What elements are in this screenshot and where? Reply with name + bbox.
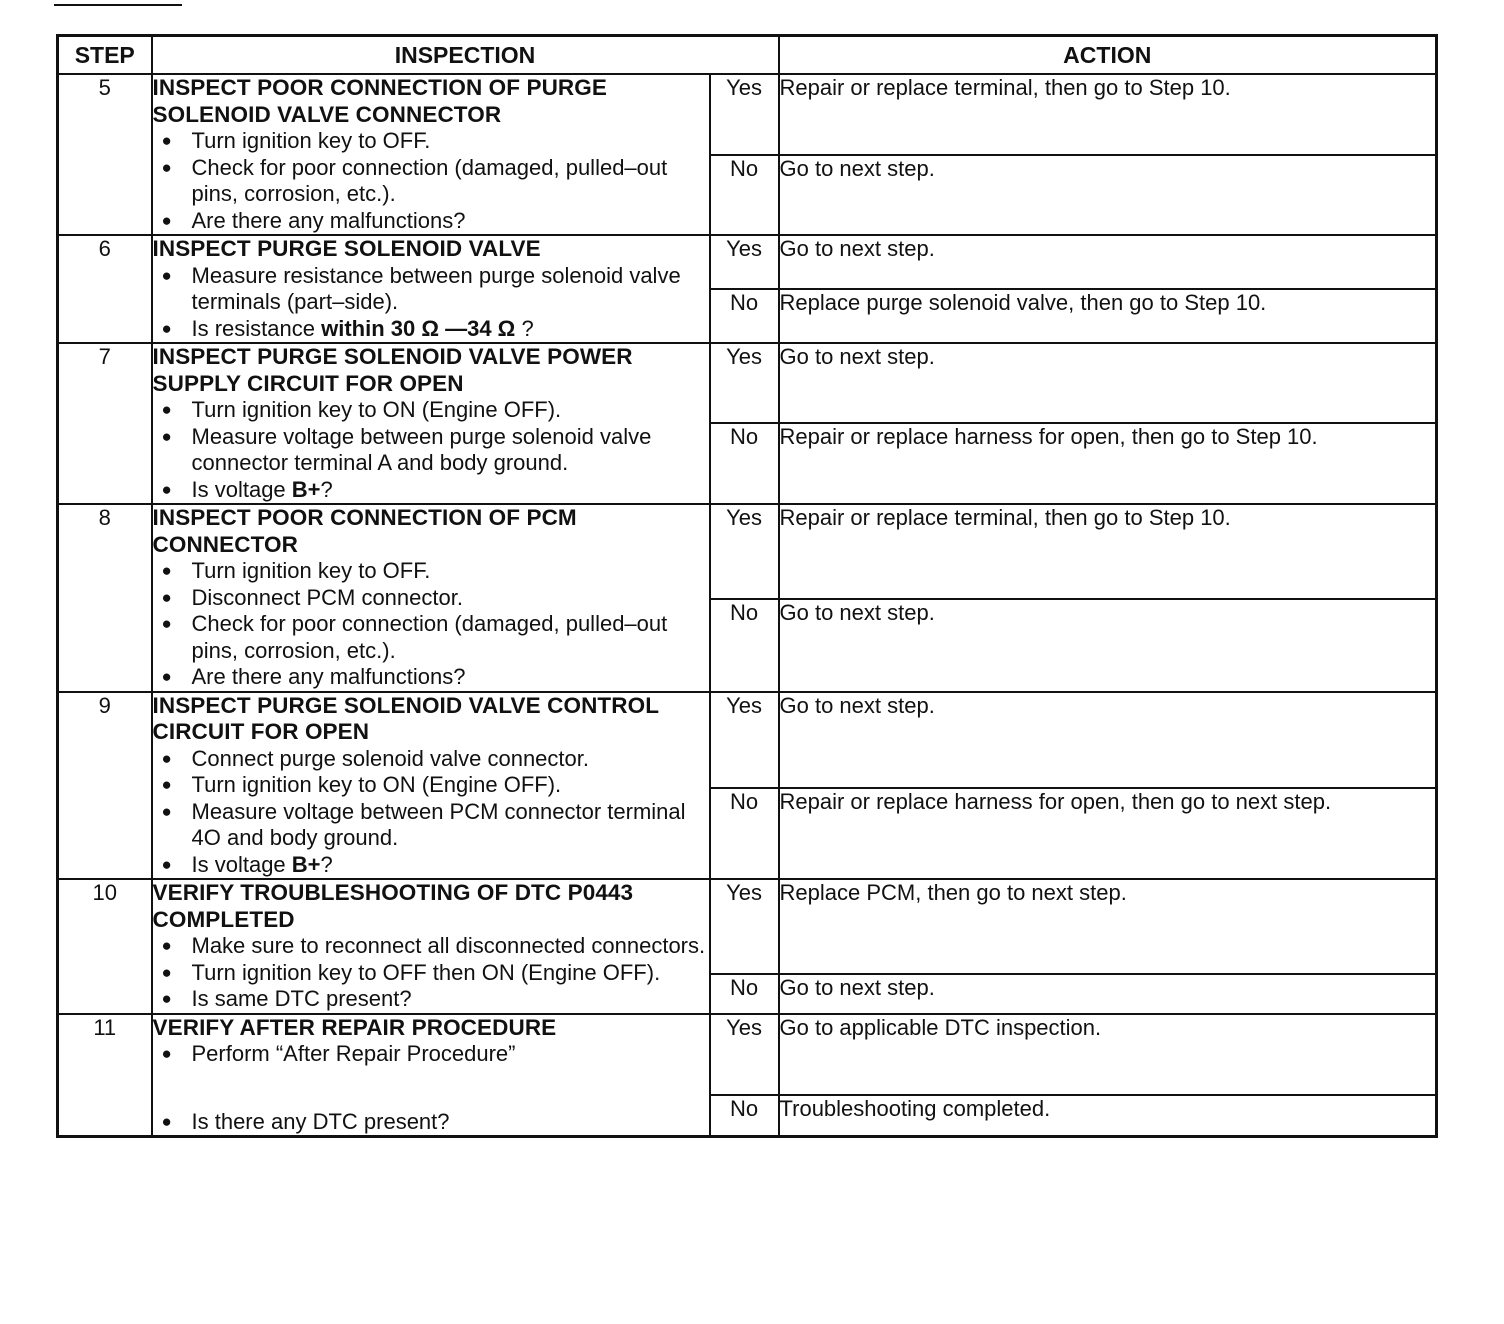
step-number: 9 [58, 692, 152, 880]
bullet-item: ● Perform “After Repair Procedure” [153, 1041, 709, 1068]
no-action: Go to next step. [779, 974, 1437, 1014]
header-action: ACTION [779, 36, 1437, 75]
table-row [58, 74, 1437, 155]
inspection-cell [152, 235, 710, 343]
bullet-item: ● Check for poor connection (damaged, pulled–out pins, corrosion, etc.). [153, 611, 709, 664]
yes-label: Yes [710, 235, 779, 289]
no-action: Repair or replace harness for open, then go to next step. [779, 788, 1437, 880]
no-action: Go to next step. [779, 155, 1437, 235]
bullet-item: ● Measure voltage between PCM connector terminal 4O and body ground. [153, 799, 709, 852]
bullet-item: ● Measure resistance between purge solenoid valve terminals (part–side). [153, 263, 709, 316]
no-label: No [710, 974, 779, 1014]
inspection-cell [152, 343, 710, 504]
yes-action: Go to next step. [779, 343, 1437, 423]
yes-label: Yes [710, 879, 779, 974]
step-number: 6 [58, 235, 152, 343]
no-label: No [710, 1095, 779, 1137]
bullet-emphasis: B+ [291, 851, 321, 877]
top-rule [54, 4, 182, 6]
bullet-item: ● Turn ignition key to ON (Engine OFF). [153, 772, 709, 799]
inspection-cell [152, 879, 710, 1014]
no-action: Repair or replace harness for open, then go to Step 10. [779, 423, 1437, 504]
step-number: 5 [58, 74, 152, 235]
no-label: No [710, 788, 779, 880]
yes-action: Repair or replace terminal, then go to Step 10. [779, 74, 1437, 155]
table-row [58, 692, 1437, 788]
bullet-tail: ? [515, 315, 534, 341]
step-number: 11 [58, 1014, 152, 1137]
bullet-item: ● Is same DTC present? [153, 986, 709, 1013]
header-inspection: INSPECTION [152, 36, 779, 75]
no-action: Replace purge solenoid valve, then go to Step 10. [779, 289, 1437, 343]
bullet-tail: ? [320, 476, 333, 502]
yes-action: Repair or replace terminal, then go to Step 10. [779, 504, 1437, 599]
header-step: STEP [58, 36, 152, 75]
step-number: 8 [58, 504, 152, 692]
yes-label: Yes [710, 1014, 779, 1095]
table-row [58, 504, 1437, 599]
bullet-item: ● Disconnect PCM connector. [153, 585, 709, 612]
table-row [58, 235, 1437, 289]
inspection-title: INSPECT PURGE SOLENOID VALVE [152, 236, 541, 261]
yes-action: Go to next step. [779, 235, 1437, 289]
bullet-item [153, 852, 709, 879]
no-label: No [710, 289, 779, 343]
yes-label: Yes [710, 74, 779, 155]
bullet-item [153, 316, 709, 343]
inspection-title: VERIFY AFTER REPAIR PROCEDURE [152, 1014, 557, 1040]
bullet-tail: ? [320, 851, 333, 877]
inspection-title: VERIFY TROUBLESHOOTING OF DTC P0443 COMPLETED [152, 880, 634, 932]
bullet-item: ● Are there any malfunctions? [153, 664, 709, 691]
troubleshooting-table [56, 34, 1438, 1138]
bullet-item: ● Turn ignition key to ON (Engine OFF). [153, 397, 709, 424]
yes-action: Go to applicable DTC inspection. [779, 1014, 1437, 1095]
inspection-cell [152, 74, 710, 235]
no-label: No [710, 599, 779, 692]
no-action: Go to next step. [779, 599, 1437, 692]
bullet-item: ● Turn ignition key to OFF. [153, 128, 709, 155]
bullet-emphasis: within 30 Ω —34 Ω [321, 315, 516, 341]
bullet-text: Is voltage [191, 851, 292, 877]
yes-label: Yes [710, 504, 779, 599]
inspection-title: INSPECT POOR CONNECTION OF PCM CONNECTOR [152, 505, 577, 557]
inspection-cell [152, 504, 710, 692]
bullet-item: ● Check for poor connection (damaged, pulled–out pins, corrosion, etc.). [153, 155, 709, 208]
bullet-item: ● Are there any malfunctions? [153, 208, 709, 235]
bullet-item: ● Is there any DTC present? [153, 1109, 709, 1136]
inspection-title: INSPECT PURGE SOLENOID VALVE POWER SUPPLY CIRCUIT FOR OPEN [152, 344, 633, 396]
no-label: No [710, 423, 779, 504]
bullet-item: ● Turn ignition key to OFF. [153, 558, 709, 585]
table-row [58, 879, 1437, 974]
yes-action: Go to next step. [779, 692, 1437, 788]
table-header-row [58, 36, 1437, 75]
inspection-cell [152, 1014, 710, 1137]
table-row [58, 343, 1437, 423]
bullet-item: ● Measure voltage between purge solenoid valve connector terminal A and body ground. [153, 424, 709, 477]
yes-label: Yes [710, 343, 779, 423]
bullet-text: Is resistance [191, 315, 322, 341]
inspection-title: INSPECT PURGE SOLENOID VALVE CONTROL CIRCUIT FOR OPEN [152, 692, 659, 744]
yes-label: Yes [710, 692, 779, 788]
inspection-cell [152, 692, 710, 880]
bullet-item: ● Make sure to reconnect all disconnected connectors. [153, 933, 709, 960]
bullet-emphasis: B+ [291, 476, 321, 502]
bullet-item: ● Turn ignition key to OFF then ON (Engine OFF). [153, 960, 709, 987]
inspection-title: INSPECT POOR CONNECTION OF PURGE SOLENOID VALVE CONNECTOR [152, 75, 607, 127]
bullet-item: ● Connect purge solenoid valve connector. [153, 746, 709, 773]
bullet-text: Is voltage [191, 476, 292, 502]
step-number: 7 [58, 343, 152, 504]
no-label: No [710, 155, 779, 235]
no-action: Troubleshooting completed. [779, 1095, 1437, 1137]
bullet-item [153, 477, 709, 504]
step-number: 10 [58, 879, 152, 1014]
table-row [58, 1014, 1437, 1095]
yes-action: Replace PCM, then go to next step. [779, 879, 1437, 974]
